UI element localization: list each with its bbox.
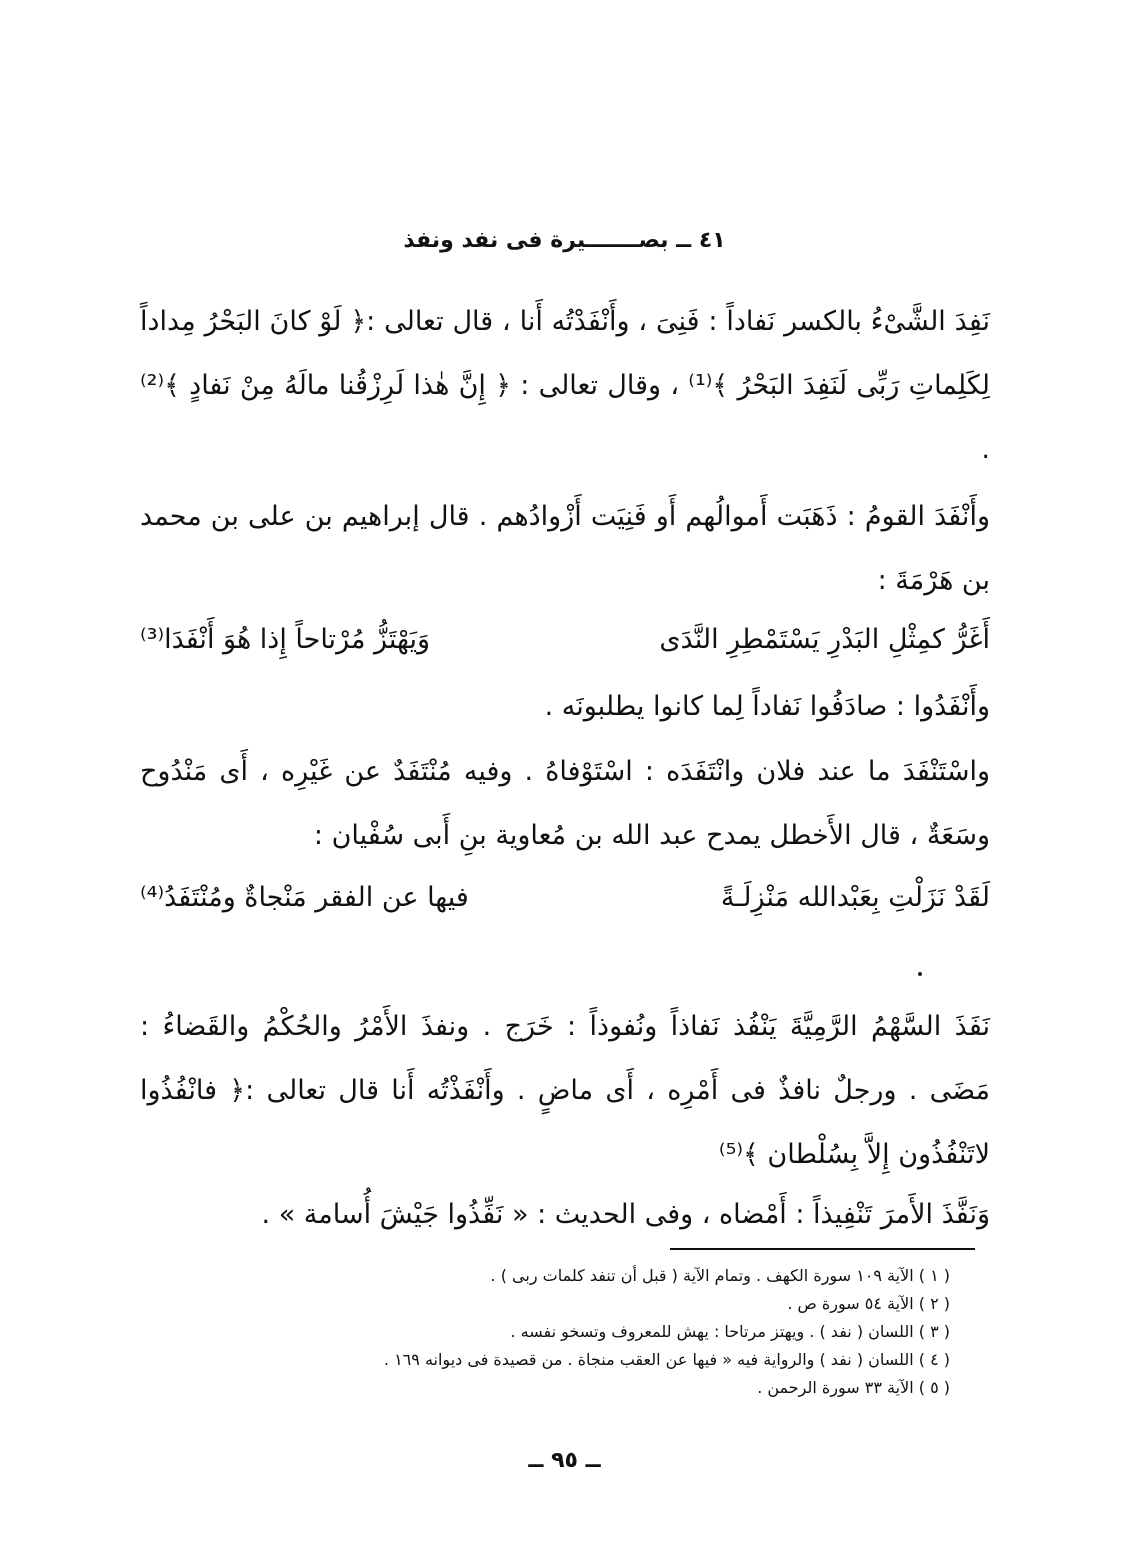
verse-first-hemistich: أَغَرُّ كمِثْلِ البَدْرِ يَسْتَمْطِرِ النَّدَى xyxy=(659,624,990,655)
footnote-item: ( ٤ ) اللسان ( نفد ) والرواية فيه « فيها عن العقب منجاة . من قصيدة فى ديوانه ١٦٩ . xyxy=(383,1350,950,1369)
footnote-item: ( ٥ ) الآية ٣٣ سورة الرحمن . xyxy=(757,1378,950,1397)
poetry-verse-ibn-harma xyxy=(140,610,990,670)
footnote-item: ( ٣ ) اللسان ( نفد ) . ويهتز مرتاحا : يهش للمعروف وتسخو نفسه . xyxy=(510,1322,950,1341)
section-heading: ٤١ ــ بصـــــــيرة فى نفد ونفذ xyxy=(403,228,726,253)
verse-first-hemistich: لَقَدْ نَزَلْتِ بِعَبْدالله مَنْزِلَـةً xyxy=(720,882,990,913)
paragraph-istanfada: واسْتَنْفَدَ ما عند فلان وانْتَفَدَه : اسْتَوْفاهُ . وفيه مُنْتَفَدٌ عن غَيْرِه ، أَى مَنْدُوح وسَعَةٌ ، قال الأَخطل يمدح عبد الله بن مُعاوية بنِ أَبى سُفْيان : xyxy=(140,756,990,851)
verse-second-hemistich: فيها عن الفقر مَنْجاةٌ ومُنْتَفَدُ⁽⁴⁾ xyxy=(140,882,469,913)
paragraph-nafida: نَفِدَ الشَّىْءُ بالكسر نَفاداً : فَنِىَ ، وأَنْفَدْتُه أَنا ، قال تعالى :﴿ لَوْ كانَ البَحْرُ مِداداً لِكَلِماتِ رَبِّى لَنَفِدَ البَحْرُ ﴾⁽¹⁾ ، وقال تعالى : ﴿ إِنَّ هٰذا لَرِزْقُنا مالَهُ مِنْ نَفادٍ ﴾⁽²⁾ . xyxy=(140,306,990,465)
verse-second-hemistich: وَيَهْتَزُّ مُرْتاحاً إِذا هُوَ أَنْفَدَا⁽³⁾ xyxy=(140,624,431,655)
footnote-item: ( ١ ) الآية ١٠٩ سورة الكهف . وتمام الآية ( قبل أن تنفد كلمات ربى ) . xyxy=(490,1266,950,1285)
paragraph-nafadha: نَفَذَ السَّهْمُ الرَّمِيَّةَ يَنْفُذ نَفاذاً ونُفوذاً : خَرَج . ونفذَ الأَمْرُ والحُكْمُ والقَضاءُ : مَضَى . ورجلٌ نافذٌ فى أَمْرِه ، أَى ماضٍ . وأَنْفَذْتُه أَنا قال تعالى :﴿ فانْفُذُوا لاتَنْفُذُون إِلاَّ بِسُلْطان ﴾⁽⁵⁾ xyxy=(140,1011,990,1170)
footnote-item: ( ٢ ) الآية ٥٤ سورة ص . xyxy=(787,1294,950,1313)
page-number: ــ ٩٥ ــ xyxy=(528,1448,601,1473)
paragraph-anfadu: وأَنْفَدُوا : صادَفُوا نَفاداً لِما كانوا يطلبونَه . xyxy=(544,691,990,722)
footnotes xyxy=(300,1262,950,1402)
paragraph-naffadha: وَنَفَّذَ الأَمرَ تَنْفِيذاً : أَمْضاه ، وفى الحديث : « نَفِّذُوا جَيْشَ أُسامة » . xyxy=(261,1199,990,1230)
poetry-verse-akhtal xyxy=(140,868,990,928)
footnote-separator-rule xyxy=(670,1248,975,1250)
paragraph-anfada-alqawm: وأَنْفَدَ القومُ : ذَهَبَت أَموالُهم أَو فَنِيَت أَزْوادُهم . قال إبراهيم بن على بن محمد بن هَرْمَةَ : xyxy=(140,501,990,596)
stray-dot-mark xyxy=(918,972,922,976)
